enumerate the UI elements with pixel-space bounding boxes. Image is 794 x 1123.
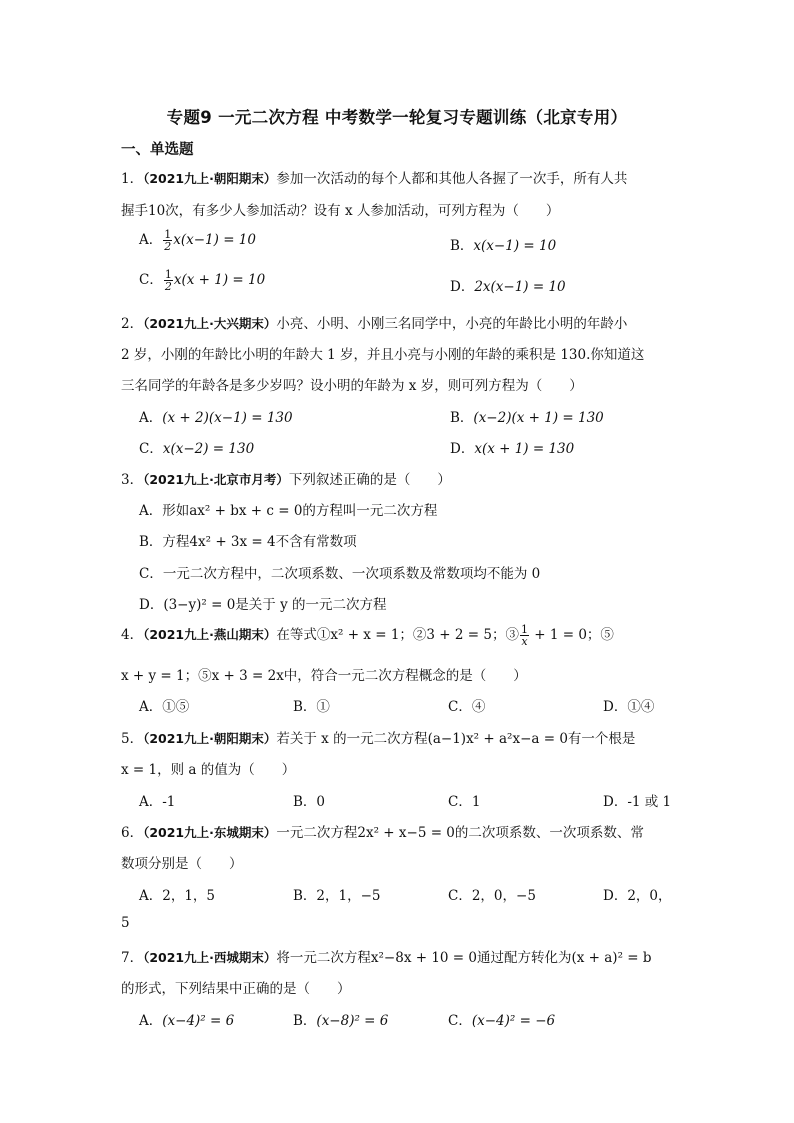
- q6-option-a: A．2，1，5: [139, 888, 216, 904]
- question-3-line-1: 3．（2021九上·北京市月考）下列叙述正确的是（ ）: [121, 472, 451, 488]
- q1-option-b: B．x(x−1) = 10: [450, 238, 557, 254]
- q6-option-b: B．2，1，−5: [293, 888, 381, 904]
- question-source: （2021九上·朝阳期末）: [143, 171, 277, 186]
- question-6-line-2: 数项分别是（ ）: [121, 856, 243, 872]
- question-2-line-3: 三名同学的年龄各是多少岁吗？设小明的年龄为 x 岁，则可列方程为（ ）: [121, 378, 583, 394]
- q4-option-a: A．①⑤: [139, 699, 190, 715]
- question-7-line-1: 7．（2021九上·西城期末）将一元二次方程x²−8x + 10 = 0通过配方转化为(x + a)² = b: [121, 950, 652, 966]
- question-source: （2021九上·大兴期末）: [143, 316, 277, 331]
- q5-option-a: A．-1: [139, 794, 176, 810]
- q3-option-b: B．方程4x² + 3x = 4不含有常数项: [139, 534, 357, 550]
- q7-option-c: C．(x−4)² = −6: [448, 1013, 556, 1029]
- q1-option-a: A． $\frac{1}{2}$ x(x−1) = 10: [139, 228, 256, 253]
- q4-option-b: B．①: [293, 699, 330, 715]
- q2-option-c: C．x(x−2) = 130: [139, 441, 255, 457]
- question-source: （2021九上·东城期末）: [143, 825, 277, 840]
- question-source: （2021九上·燕山期末）: [143, 627, 277, 642]
- document-title: 专题9 一元二次方程 中考数学一轮复习专题训练（北京专用）: [166, 108, 628, 127]
- q1-option-c: C． $\frac{1}{2}$ x(x + 1) = 10: [139, 268, 266, 293]
- q2-option-d: D．x(x + 1) = 130: [450, 441, 575, 457]
- question-number: 1．: [121, 171, 144, 187]
- q5-option-d: D．-1 或 1: [603, 794, 672, 810]
- question-2-line-2: 2 岁，小刚的年龄比小明的年龄大 1 岁，并且小亮与小刚的年龄的乘积是 130.你知道这: [121, 347, 645, 363]
- q5-option-b: B．0: [293, 794, 326, 810]
- q3-option-d: D．(3−y)² = 0是关于 y 的一元二次方程: [139, 597, 387, 613]
- question-source: （2021九上·北京市月考）: [143, 472, 289, 487]
- question-6-line-1: 6．（2021九上·东城期末）一元二次方程2x² + x−5 = 0的二次项系数、一次项系数、常: [121, 825, 644, 841]
- question-source: （2021九上·朝阳期末）: [143, 731, 277, 746]
- fraction: $\frac{1}{2}$: [164, 228, 172, 253]
- question-2-line-1: 2．（2021九上·大兴期末）小亮、小明、小刚三名同学中，小亮的年龄比小明的年龄小: [121, 316, 628, 332]
- q3-option-c: C．一元二次方程中，二次项系数、一次项系数及常数项均不能为 0: [139, 566, 541, 582]
- q6-option-d: D．2，0，: [603, 888, 672, 904]
- q3-option-a: A．形如ax² + bx + c = 0的方程叫一元二次方程: [139, 503, 438, 519]
- question-5-line-1: 5．（2021九上·朝阳期末）若关于 x 的一元二次方程(a−1)x² + a²x−a = 0有一个根是: [121, 731, 636, 747]
- q6-option-c: C．2，0，−5: [448, 888, 536, 904]
- q4-option-c: C．④: [448, 699, 486, 715]
- question-4-line-1: 4．（2021九上·燕山期末）在等式①x² + x = 1；②3 + 2 = 5；③ $\frac{1}{x}$ + 1 = 0；⑤: [121, 623, 614, 648]
- q6-option-d-wrap: 5: [121, 915, 130, 931]
- q5-option-c: C．1: [448, 794, 481, 810]
- question-7-line-2: 的形式，下列结果中正确的是（ ）: [121, 981, 351, 997]
- fraction: $\frac{1}{2}$: [164, 268, 172, 293]
- question-4-line-2: x + y = 1；⑤x + 3 = 2x中，符合一元二次方程概念的是（ ）: [121, 668, 527, 684]
- question-1-line-1: [121, 167, 627, 187]
- question-5-line-2: x = 1，则 a 的值为（ ）: [121, 762, 296, 778]
- fraction: $\frac{1}{x}$: [520, 623, 528, 648]
- q2-option-b: B．(x−2)(x + 1) = 130: [450, 410, 604, 426]
- question-text: 参加一次活动的每个人都和其他人各握了一次手，所有人共: [276, 171, 628, 187]
- section-heading: 一、单选题: [121, 142, 194, 158]
- q1-option-d: D．2x(x−1) = 10: [450, 279, 566, 295]
- question-1-line-2: 握手10次，有多少人参加活动？设有 x 人参加活动，可列方程为（ ）: [121, 203, 560, 219]
- q7-option-b: B．(x−8)² = 6: [293, 1013, 389, 1029]
- question-source: （2021九上·西城期末）: [143, 950, 277, 965]
- q7-option-a: A．(x−4)² = 6: [139, 1013, 235, 1029]
- q2-option-a: A．(x + 2)(x−1) = 130: [139, 410, 293, 426]
- q4-option-d: D．①④: [603, 699, 655, 715]
